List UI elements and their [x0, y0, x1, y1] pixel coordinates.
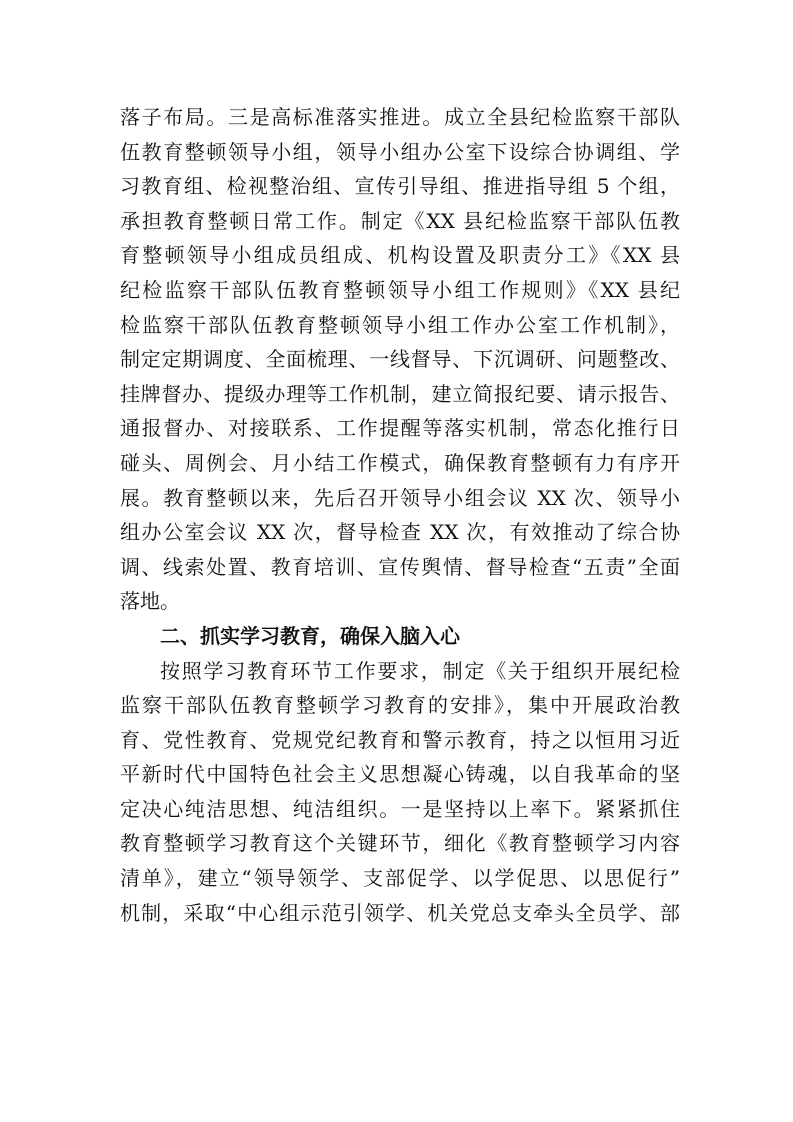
section-heading: 二、抓实学习教育，确保入脑入心 — [160, 623, 460, 648]
paragraph-line: 组办公室会议 XX 次，督导检查 XX 次，有效推动了综合协 — [120, 520, 680, 545]
paragraph-line: 通报督办、对接联系、工作提醒等落实机制，常态化推行日 — [120, 416, 680, 441]
paragraph-line: 育整顿领导小组成员组成、机构设置及职责分工》《XX 县 — [120, 243, 680, 268]
paragraph-line: 调、线索处置、教育培训、宣传舆情、督导检查“五责”全面 — [120, 554, 680, 579]
paragraph-line: 按照学习教育环节工作要求，制定《关于组织开展纪检 — [160, 658, 680, 683]
paragraph-line: 落子布局。三是高标准落实推进。成立全县纪检监察干部队 — [120, 105, 680, 129]
paragraph-line: 习教育组、检视整治组、宣传引导组、推进指导组 5 个组， — [120, 174, 680, 199]
paragraph-line: 清单》，建立“领导领学、支部促学、以学促思、以思促行” — [120, 866, 680, 891]
paragraph-line: 监察干部队伍教育整顿学习教育的安排》，集中开展政治教 — [120, 693, 680, 718]
paragraph-line: 纪检监察干部队伍教育整顿领导小组工作规则》《XX 县纪 — [120, 277, 680, 302]
paragraph-line: 平新时代中国特色社会主义思想凝心铸魂，以自我革命的坚 — [120, 762, 680, 787]
paragraph-line: 育、党性教育、党规党纪教育和警示教育，持之以恒用习近 — [120, 727, 680, 752]
paragraph-line: 展。教育整顿以来，先后召开领导小组会议 XX 次、领导小 — [120, 485, 680, 510]
paragraph-line: 机制，采取“中心组示范引领学、机关党总支牵头全员学、部 — [120, 900, 680, 925]
paragraph-line: 制定定期调度、全面梳理、一线督导、下沉调研、问题整改、 — [120, 347, 680, 372]
paragraph-line: 碰头、周例会、月小结工作模式，确保教育整顿有力有序开 — [120, 450, 680, 475]
paragraph-line: 挂牌督办、提级办理等工作机制，建立简报纪要、请示报告、 — [120, 381, 680, 406]
paragraph-2 — [120, 654, 680, 931]
paragraph-line: 检监察干部队伍教育整顿领导小组工作办公室工作机制》， — [120, 312, 680, 337]
paragraph-line: 伍教育整顿领导小组，领导小组办公室下设综合协调组、学 — [120, 139, 680, 164]
paragraph-line: 定决心纯洁思想、纯洁组织。一是坚持以上率下。紧紧抓住 — [120, 796, 680, 821]
document-body — [120, 100, 680, 930]
paragraph-line: 承担教育整顿日常工作。制定《XX 县纪检监察干部队伍教 — [120, 208, 680, 233]
paragraph-1 — [120, 100, 680, 619]
paragraph-line: 落地。 — [120, 589, 180, 614]
paragraph-line: 教育整顿学习教育这个关键环节，细化《教育整顿学习内容 — [120, 831, 680, 856]
